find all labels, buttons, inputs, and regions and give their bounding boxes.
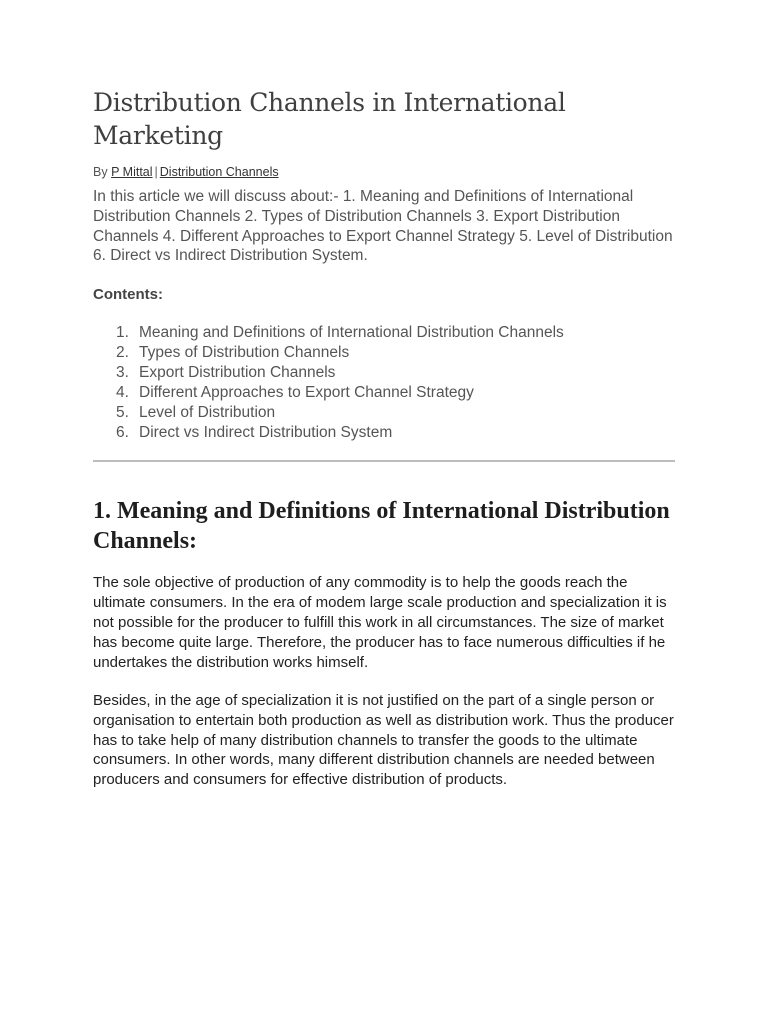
- toc-item-number: 1.: [116, 324, 129, 342]
- toc-item-number: 5.: [116, 404, 129, 422]
- page-title: Distribution Channels in International Marketing: [93, 88, 566, 150]
- toc-item[interactable]: [93, 343, 675, 363]
- toc-item-label[interactable]: Types of Distribution Channels: [139, 344, 350, 362]
- toc-item[interactable]: [93, 323, 675, 343]
- toc-item-label[interactable]: Meaning and Definitions of International Distribution Channels: [139, 324, 564, 342]
- toc-item-label[interactable]: Export Distribution Channels: [139, 364, 336, 382]
- contents-label: Contents:: [93, 286, 163, 304]
- toc-item-label[interactable]: Level of Distribution: [139, 404, 276, 422]
- toc-item-label[interactable]: Direct vs Indirect Distribution System: [139, 424, 393, 442]
- author-link[interactable]: P Mittal: [111, 165, 153, 179]
- byline-prefix: By: [93, 165, 108, 179]
- article: [93, 86, 675, 790]
- toc-item[interactable]: [93, 363, 675, 383]
- toc-item-label[interactable]: Different Approaches to Export Channel Strategy: [139, 384, 474, 402]
- section-heading: 1. Meaning and Definitions of International Distribution Channels:: [93, 498, 670, 555]
- byline: [93, 164, 675, 180]
- toc-item[interactable]: [93, 383, 675, 403]
- body-paragraph: The sole objective of production of any commodity is to help the goods reach the ultimate consumers. In the era of modem large scale production and specialization it is not possible for the producer to fulfill this work in all circumstances. The size of market has become quite large. Therefore, the producer has to face numerous difficulties if he undertakes the distribution works himself.: [93, 574, 667, 671]
- toc-item-number: 2.: [116, 344, 129, 362]
- toc-item[interactable]: [93, 423, 675, 443]
- table-of-contents: [93, 323, 675, 443]
- section-divider: [93, 460, 675, 462]
- intro-paragraph: In this article we will discuss about:- 1. Meaning and Definitions of International Distribution Channels 2. Types of Distribution Channels 3. Export Distribution Channels 4. Different Approaches to Export Channel Strategy 5. Level of Distribution 6. Direct vs Indirect Distribution System.: [93, 188, 673, 265]
- byline-separator: |: [154, 165, 158, 179]
- toc-item-number: 3.: [116, 364, 129, 382]
- toc-item-number: 6.: [116, 424, 129, 442]
- category-link[interactable]: Distribution Channels: [159, 165, 279, 179]
- toc-item-number: 4.: [116, 384, 129, 402]
- toc-item[interactable]: [93, 403, 675, 423]
- body-paragraph: Besides, in the age of specialization it is not justified on the part of a single person or organisation to entertain both production as well as distribution work. Thus the producer has to take help of many distribution channels to transfer the goods to the ultimate consumers. In other words, many different distribution channels are needed between producers and consumers for effective distribution of products.: [93, 691, 674, 789]
